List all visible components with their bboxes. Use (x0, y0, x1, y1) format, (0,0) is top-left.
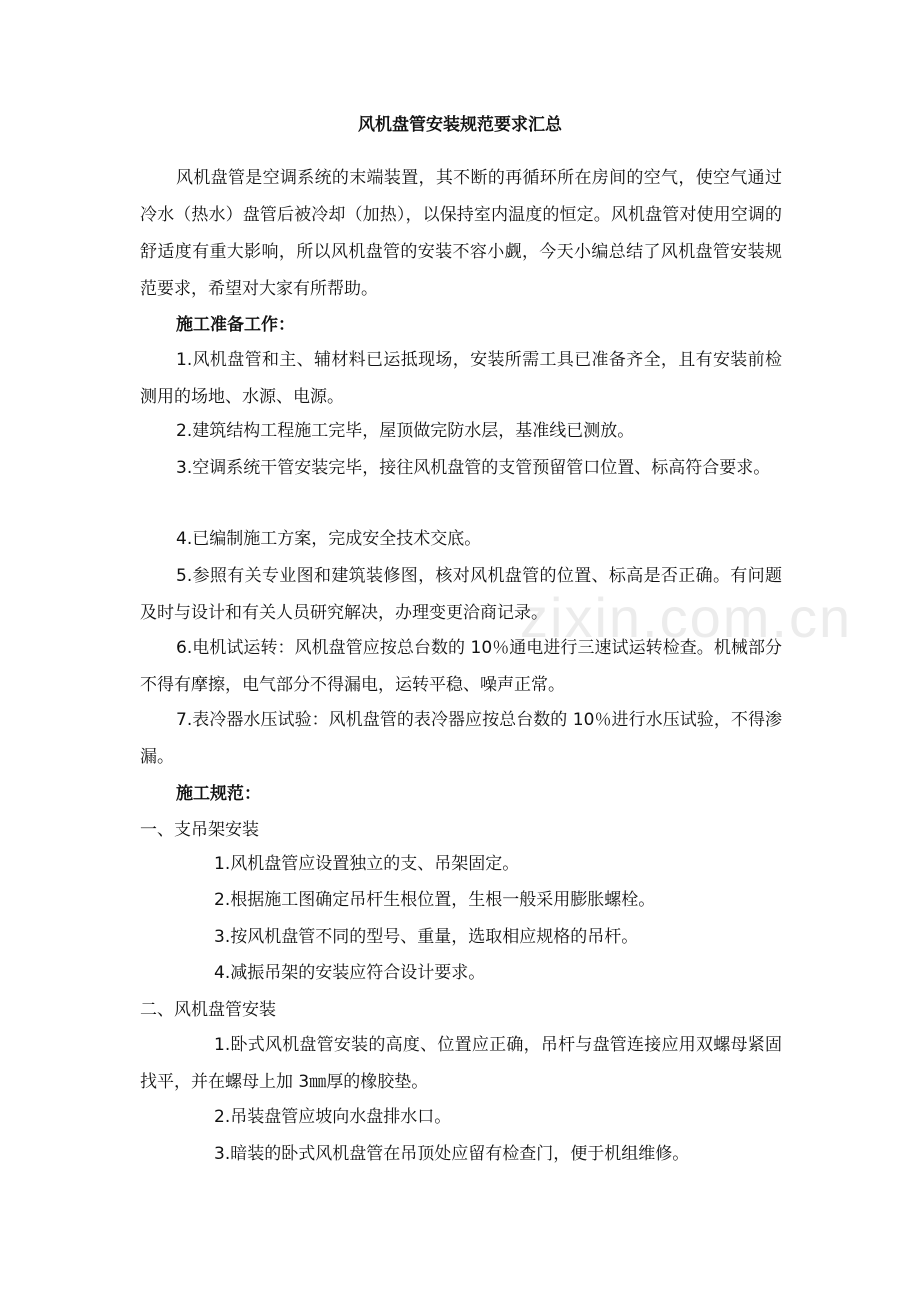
prep-item-4: 4.已编制施工方案，完成安全技术交底。 (176, 529, 482, 549)
prep-item-1: 1.风机盘管和主、辅材料已运抵现场，安装所需工具已准备齐全，且有安装前检测用的场地、水源、电源。 (140, 350, 782, 407)
prep-heading: 施工准备工作： (176, 315, 295, 335)
section-2-item-1: 1.卧式风机盘管安装的高度、位置应正确，吊杆与盘管连接应用双螺母紧固找平，并在螺母上加 3㎜厚的橡胶垫。 (140, 1035, 782, 1092)
section-1-item-2: 2.根据施工图确定吊杆生根位置，生根一般采用膨胀螺栓。 (214, 890, 656, 910)
section-1-item-3: 3.按风机盘管不同的型号、重量，选取相应规格的吊杆。 (214, 927, 639, 947)
watermark: zixin.com.cn (520, 586, 853, 649)
section-2-item-3: 3.暗装的卧式风机盘管在吊顶处应留有检查门，便于机组维修。 (214, 1144, 690, 1164)
prep-item-5: 5.参照有关专业图和建筑装修图，核对风机盘管的位置、标高是否正确。有问题及时与设计和有关人员研究解决，办理变更洽商记录。 (140, 566, 782, 623)
section-1-title: 一、支吊架安装 (140, 820, 259, 840)
section-1-item-1: 1.风机盘管应设置独立的支、吊架固定。 (214, 854, 520, 874)
spec-heading: 施工规范： (176, 784, 261, 804)
prep-item-6: 6.电机试运转：风机盘管应按总台数的 10％通电进行三速试运转检查。机械部分不得有摩擦，电气部分不得漏电，运转平稳、噪声正常。 (140, 638, 782, 695)
section-1-item-4: 4.减振吊架的安装应符合设计要求。 (214, 963, 486, 983)
prep-item-7: 7.表冷器水压试验：风机盘管的表冷器应按总台数的 10％进行水压试验，不得渗漏。 (140, 710, 782, 767)
document-title: 风机盘管安装规范要求汇总 (358, 115, 562, 135)
prep-item-2: 2.建筑结构工程施工完毕，屋顶做完防水层，基准线已测放。 (176, 421, 635, 441)
intro-paragraph: 风机盘管是空调系统的末端装置，其不断的再循环所在房间的空气，使空气通过冷水（热水）盘管后被冷却（加热），以保持室内温度的恒定。风机盘管对使用空调的舒适度有重大影响，所以风机盘管的安装不容小觑，今天小编总结了风机盘管安装规范要求，希望对大家有所帮助。 (140, 168, 782, 299)
prep-item-3: 3.空调系统干管安装完毕，接往风机盘管的支管预留管口位置、标高符合要求。 (176, 458, 771, 478)
section-2-title: 二、风机盘管安装 (140, 1000, 276, 1020)
section-2-item-2: 2.吊装盘管应坡向水盘排水口。 (214, 1107, 452, 1127)
